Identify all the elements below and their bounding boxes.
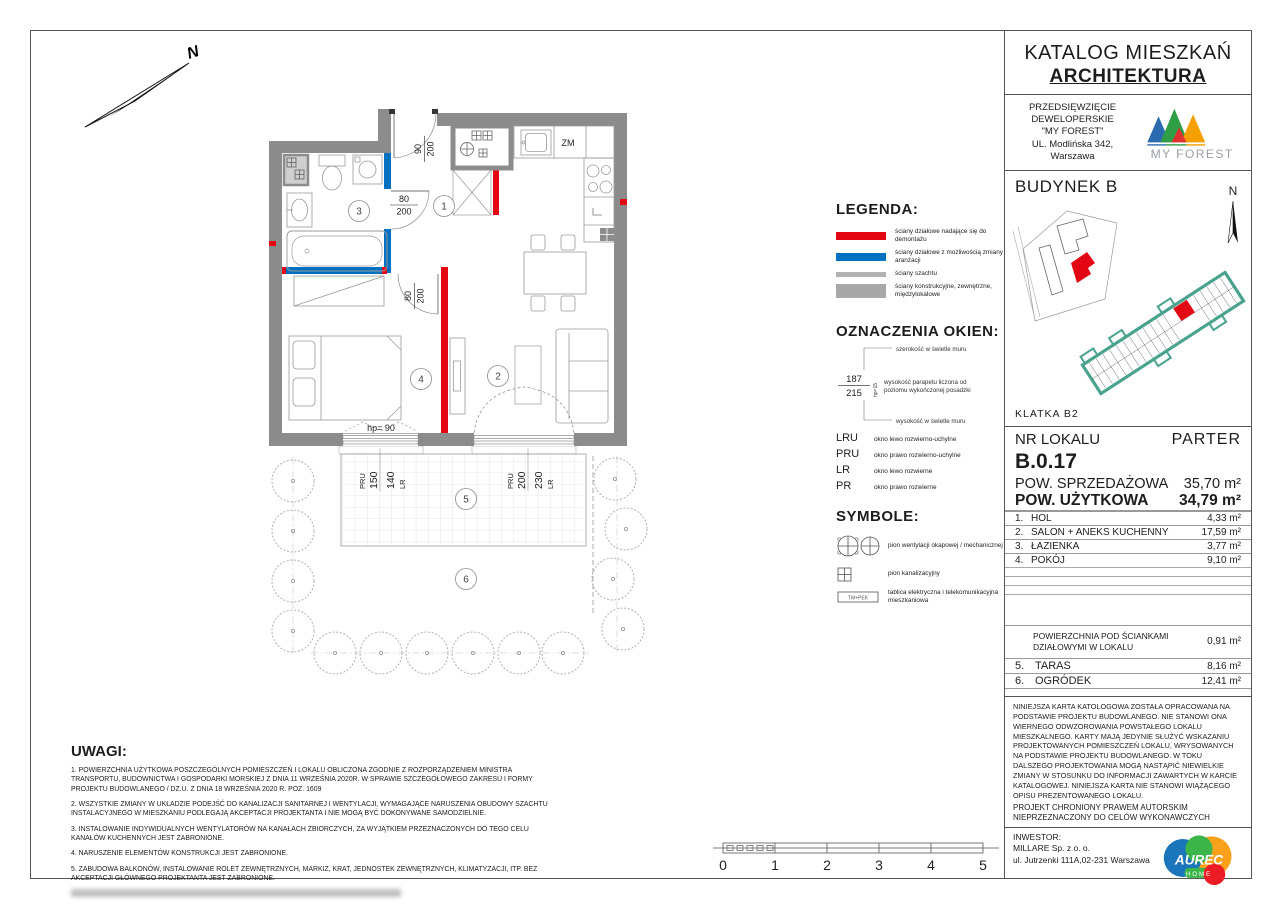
aurec-logo-text: AUREC <box>1174 852 1224 868</box>
room-name: ŁAZIENKA <box>1031 541 1080 552</box>
empty-row <box>1005 576 1251 585</box>
svg-text:wysokość parapetu liczona od: wysokość parapetu liczona od <box>884 379 967 386</box>
investor-address: ul. Jutrzenki 111A,02-231 Warszawa <box>1013 854 1150 865</box>
electric-panel-icon <box>836 590 886 604</box>
room-no: 2. <box>1015 527 1024 538</box>
window-code: PR <box>836 480 852 492</box>
window-code-desc: okno lewo rozwierno-uchylne <box>874 436 957 443</box>
bedroom-wardrobe <box>294 276 384 306</box>
svg-text:215: 215 <box>846 388 862 399</box>
legend-label: ściany szachtu <box>895 270 937 277</box>
tv-cabinet <box>450 338 465 414</box>
svg-text:hp=15: hp=15 <box>873 382 879 397</box>
room-row <box>1005 525 1251 539</box>
window-code-desc: okno lewo rozwierne <box>874 468 933 475</box>
sales-area-value: 35,70 m² <box>1183 476 1241 492</box>
room-name: HOL <box>1031 513 1052 524</box>
legend-label: ściany działowe nadające się do demontażu <box>895 228 987 243</box>
legend-item <box>836 283 1008 299</box>
svg-text:2: 2 <box>495 371 501 383</box>
my-forest-logo-text: MY FOREST <box>1150 146 1234 161</box>
usable-area-label: POW. UŻYTKOWA <box>1015 492 1149 509</box>
legend-swatch-gray-thick <box>836 284 886 298</box>
developer-line: DEWELOPERSKIE <box>1031 113 1114 125</box>
empty-row <box>1005 567 1251 576</box>
legend-label: ściany konstrukcyjne, zewnętrzne, międzylokalowe <box>895 283 992 298</box>
outdo <box>1005 673 1251 689</box>
window-code-desc: okno prawo rozwierno-uchylne <box>874 452 961 459</box>
svg-text:2: 2 <box>823 857 831 873</box>
svg-text:5: 5 <box>979 857 987 873</box>
washing-machine <box>353 155 382 184</box>
svg-text:6: 6 <box>463 574 469 586</box>
bed <box>289 336 401 420</box>
disclaimer-text: NINIEJSZA KARTA KATOLOGOWA ZOSTAŁA OPRACOWANA NA PODSTAWIE PROJEKTU BUDOWLANEGO. NIE STANOWI ONA WIERNEGO ODWZOROWANIA POWSTAŁEGO LOKALU MIESZKALNEGO. KARTY MAJĄ JEDYNIE SŁUŻYĆ WSKAZANIU PROJEKTOWANYCH POMIESZCZEŃ LOKALU, WRYSOWANYCH NA PODSTAWIE PROJEKTU BUDOWLANEGO. W TOKU DALSZEGO PROJEKTOWANIA MOGĄ NASTĄPIĆ NIEWIELKIE ZMIANY W STOSUNKU DO INFORMACJI ZAWARTYCH W KARCIE KATALOGOWEJ. NINIEJSZA KARTA NIE STANOWI WIĄŻĄCEGO OPISU PREZENTOWANEGO LOKALU. <box>1013 702 1238 800</box>
svg-text:80: 80 <box>403 290 413 302</box>
copyright-section <box>1005 800 1251 828</box>
symbol-row <box>836 589 1008 606</box>
partition-line2: DZIAŁOWYMI W LOKALU <box>1033 642 1134 652</box>
outdoor-no: 5. <box>1015 660 1025 672</box>
svg-text:5: 5 <box>463 494 469 506</box>
dining-table <box>524 235 586 311</box>
legend-item <box>836 270 1008 278</box>
windows-legend-title: OZNACZENIA OKIEN: <box>836 323 999 340</box>
section-mark-left <box>269 241 276 246</box>
sewage-icon <box>836 566 886 582</box>
balcony-door <box>474 387 574 446</box>
svg-text:150: 150 <box>368 471 380 489</box>
partition-value: 0,91 m² <box>1207 635 1241 647</box>
electric-box <box>600 228 614 241</box>
developer-section <box>1005 95 1251 171</box>
unit-number: B.0.17 <box>1015 450 1077 473</box>
entrance-dim-label <box>413 136 436 162</box>
window-code: LR <box>836 464 851 476</box>
svg-text:poziomu wykończonej posadzki: poziomu wykończonej posadzki <box>884 387 971 394</box>
bedroom-door-dim <box>403 283 426 309</box>
outdoor-row <box>1005 658 1251 673</box>
window-code-row <box>836 464 1008 476</box>
svg-text:200: 200 <box>415 288 426 304</box>
svg-text:140: 140 <box>385 471 397 489</box>
svg-text:200: 200 <box>516 471 528 489</box>
bathroom-sink <box>287 193 312 227</box>
section-mark-right <box>620 199 627 205</box>
rooms-table <box>1005 511 1251 689</box>
svg-text:LR: LR <box>546 479 555 489</box>
ventilation-icon <box>836 533 886 559</box>
svg-text:PRU: PRU <box>506 473 515 489</box>
symbol-label: pion kanalizacyjny <box>888 569 940 577</box>
compass-n-label: N <box>184 43 202 63</box>
scale-bar <box>711 837 1011 877</box>
bath-shaft <box>284 155 308 185</box>
svg-text:187: 187 <box>846 374 862 385</box>
outdoor-name: TARAS <box>1035 660 1071 672</box>
svg-text:4: 4 <box>927 857 935 873</box>
building-b-highlight <box>1071 252 1095 283</box>
room-no: 1. <box>1015 513 1024 524</box>
notes-block <box>71 743 549 897</box>
room-row <box>1005 539 1251 553</box>
svg-text:wysokość w świetle muru: wysokość w świetle muru <box>896 418 966 425</box>
note-item: 1. POWIERZCHNIA UŻYTKOWA POSZCZEGÓLNYCH POMIESZCZEŃ I LOKALU OBLICZONA ZGODNIE Z ROZPORZĄDZENIEM MINISTRA TRANSPORTU, BUDOWNICTWA I GOSPODARKI MORSKIEJ Z DNIA 11 WRZEŚNIA 2020R. W SPRAWIE SZCZEGÓŁOWEGO ZAKRESU I FORMY PROJEKTU BUDOWLANEGO / DZ.U. Z DNIA 18 WRZEŚNIA 2020 R. POZ. 1609 <box>71 767 533 793</box>
window-code-row <box>836 480 1008 492</box>
note-item: 5. ZABUDOWA BALKONÓW, INSTALOWANIE ROLET ZEWNĘTRZNYCH, MARKIZ, KRAT, JEDNOSTEK ZEWNĘTRZNYCH, KLIMATYZACJI, ITP. BEZ AKCEPTACJI GŁÓWNEGO PROJEKTANTA JEST ZABRONIONE. <box>71 865 538 882</box>
room-area: 4,33 m² <box>1207 513 1241 524</box>
north-compass <box>71 43 211 143</box>
site-compass-arrow <box>1233 201 1238 243</box>
usable-area-value: 34,79 m² <box>1178 492 1241 509</box>
room-area: 17,59 m² <box>1201 527 1241 538</box>
symbol-label: pion wentylacji okapowej / mechanicznej <box>888 541 1003 549</box>
svg-text:1: 1 <box>441 201 447 213</box>
legend-swatch-gray-thin <box>836 272 886 277</box>
kitchen-shaft <box>453 126 511 168</box>
svg-text:0: 0 <box>719 857 727 873</box>
legend-swatch-blue <box>836 253 886 261</box>
legend-item <box>836 228 1008 244</box>
developer-line: UL. Modlińska 342, Warszawa <box>1031 138 1114 163</box>
developer-line: "MY FOREST" <box>1041 126 1104 138</box>
svg-text:LR: LR <box>398 479 407 489</box>
unit-section <box>1005 427 1251 511</box>
partition-row <box>1005 625 1251 658</box>
svg-text:80: 80 <box>398 194 410 204</box>
symbol-row <box>836 533 1008 559</box>
site-plan <box>1005 171 1251 426</box>
partition-label <box>1033 631 1207 652</box>
disclaimer-section <box>1005 696 1251 800</box>
window-code-desc: okno prawo rozwierne <box>874 484 937 491</box>
room-area: 9,10 m² <box>1207 555 1241 566</box>
legend-item <box>836 249 1008 265</box>
outdoor-area: 8,16 m² <box>1207 660 1241 672</box>
window-code: LRU <box>836 432 859 444</box>
symbol-label: tablica elektryczna i telekomunikacyjna mieszkaniowa <box>888 589 999 605</box>
developer-line: PRZEDSIĘWZIĘCIE <box>1028 101 1117 113</box>
catalog-header <box>1005 31 1251 95</box>
legend-label: ściany działowe z możliwością zmiany aranżacji <box>895 249 1003 264</box>
room-row <box>1005 511 1251 525</box>
legend-swatch-red <box>836 232 886 240</box>
site-compass-n: N <box>1228 184 1238 198</box>
outdoor-no: 6. <box>1015 675 1025 687</box>
outdoor-name: OGRÓDEK <box>1035 675 1092 687</box>
building-title: BUDYNEK B <box>1015 177 1118 196</box>
legend-column <box>836 201 1008 613</box>
window-dim-diagram <box>836 340 1008 430</box>
redacted-note <box>71 889 401 897</box>
symbol-row <box>836 566 1008 582</box>
empty-gap <box>1005 594 1251 625</box>
sofa <box>556 329 608 423</box>
svg-text:1: 1 <box>771 857 779 873</box>
floor-outline <box>1078 266 1248 401</box>
svg-text:szerokość w świetle muru: szerokość w świetle muru <box>896 346 967 353</box>
info-column <box>1004 31 1251 878</box>
my-forest-logo <box>1138 103 1250 163</box>
room-name: POKÓJ <box>1031 555 1065 566</box>
site-map <box>1013 211 1117 321</box>
room-name: SALON + ANEKS KUCHENNY <box>1031 527 1169 538</box>
room-no: 3. <box>1015 541 1024 552</box>
svg-text:3: 3 <box>875 857 883 873</box>
room-no: 4. <box>1015 555 1024 566</box>
compass-outline <box>85 63 189 127</box>
developer-address <box>1005 102 1136 164</box>
room-area: 3,77 m² <box>1207 541 1241 552</box>
outdoor-area: 12,41 m² <box>1201 675 1241 687</box>
building-section <box>1005 171 1251 427</box>
note-item: 2. WSZYSTKIE ZMIANY W UKŁADZIE PODEJŚĆ DO KANALIZACJI SANITARNEJ I WENTYLACJI, WYMAGAJĄCE NARUSZENIA OBUDOWY SZACHTU INSTALACYJNEGO W MIESZKANIU PODLEGAJĄ AKCEPTACJI PROJEKTANTA I NIE MOGĄ BYĆ DOKONYWANE SAMODZIELNIE. <box>71 800 548 818</box>
hall-wardrobe <box>453 170 491 215</box>
staircase-label: KLATKA B2 <box>1015 408 1079 420</box>
svg-text:3: 3 <box>356 206 362 218</box>
wall-marker-left <box>282 267 286 274</box>
svg-text:90: 90 <box>413 143 423 155</box>
aurec-home-text: HOME <box>1185 871 1213 879</box>
room-row <box>1005 553 1251 567</box>
unit-floor: PARTER <box>1171 431 1241 448</box>
svg-text:4: 4 <box>418 374 424 386</box>
aurec-home-logo <box>1153 830 1245 886</box>
sales-area-label: POW. SPRZEDAŻOWA <box>1015 476 1169 492</box>
svg-text:200: 200 <box>425 141 436 157</box>
dishwasher-label: ZM <box>561 138 575 148</box>
toilet <box>319 155 345 190</box>
note-item: 4. NARUSZENIE ELEMENTÓW KONSTRUKCJI JEST ZABRONIONE. <box>71 850 288 858</box>
floor-plan <box>251 96 671 696</box>
notes-title: UWAGI: <box>71 743 127 760</box>
note-item: 3. INSTALOWANIE INDYWIDUALNYCH WENTYLATORÓW NA KANAŁACH ZBIORCZYCH, ZA WYJĄTKIEM PRZEZNACZONYCH DO TEGO CELU KANAŁÓW KUCHENNYCH JEST ZABRONIONE. <box>71 825 529 842</box>
unit-label: NR LOKALU <box>1015 431 1101 448</box>
bathroom-door-dim <box>390 194 418 217</box>
investor-label: INWESTOR: <box>1013 832 1062 842</box>
symbols-title: SYMBOLE: <box>836 508 920 525</box>
catalog-title: KATALOG MIESZKAŃ <box>1024 42 1232 64</box>
bathtub <box>287 231 387 271</box>
window-code-row <box>836 448 1008 460</box>
catalog-sheet <box>30 30 1252 882</box>
svg-text:TM+PEK: TM+PEK <box>847 595 869 602</box>
svg-text:200: 200 <box>396 206 412 217</box>
svg-text:230: 230 <box>533 471 545 489</box>
partition-line1: POWIERZCHNIA POD ŚCIANKAMI <box>1033 631 1169 642</box>
site-compass-arrow-outline <box>1228 201 1233 243</box>
copyright-line: PROJEKT CHRONIONY PRAWEM AUTORSKIM <box>1013 803 1188 812</box>
empty-row <box>1005 585 1251 594</box>
investor-section <box>1005 828 1251 886</box>
svg-text:PRU: PRU <box>358 473 367 489</box>
hp-label: hp= 90 <box>367 423 395 433</box>
scale-tick-labels <box>719 857 987 873</box>
copyright-line: NIEPRZEZNACZONY DO CELÓW WYKONAWCZYCH <box>1013 813 1210 823</box>
investor-name: MILLARE Sp. z o. o. <box>1013 843 1091 854</box>
legend-title: LEGENDA: <box>836 201 919 218</box>
catalog-subtitle: ARCHITEKTURA <box>1049 66 1207 87</box>
window-code-row <box>836 432 1008 444</box>
coffee-table <box>515 346 541 404</box>
window-code: PRU <box>836 448 860 460</box>
